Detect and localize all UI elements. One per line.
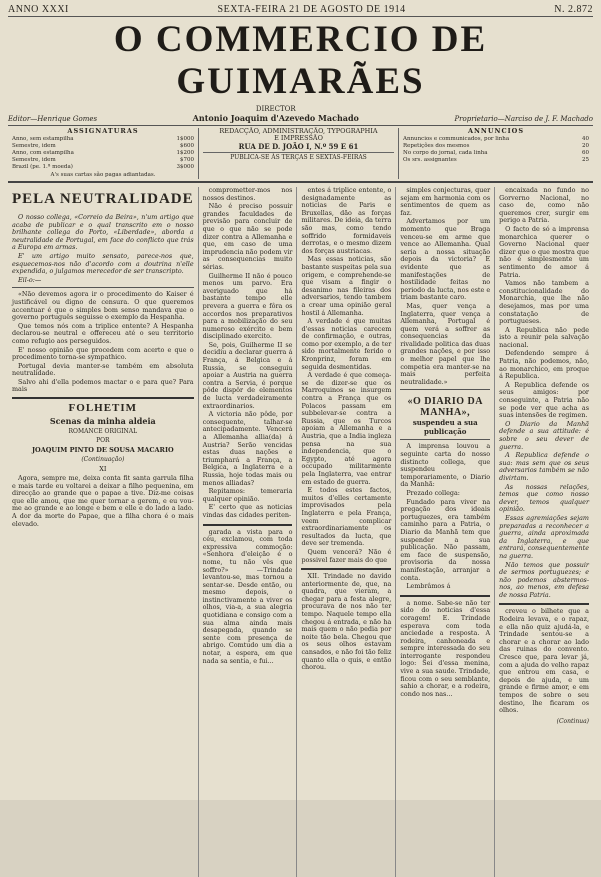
volume: ANNO XXXI [8,4,69,15]
price-label: Semestre, idem [12,157,56,163]
paragraph: Repitamos: temeraria qualquer opinião. [202,487,293,503]
price-label: Repetições dos mesmos [403,143,470,149]
price-value: 20 [582,143,589,149]
paragraph: Guilherme II não é pouco menos um parvo. Era averiguado que há bastante tempo elle prevera a guerra e fôra os accordos nos preparativos para a mobilização do seu numeroso exército e bem disciplinado exercito. [202,271,293,341]
ads-list [403,136,589,164]
paragraph: Não é preciso possuir grandes faculdades de previsão para concluir de que o que não se pode dizer contra a Allemanha e que, em caso de uma imprudencia não podem vir as consequencias muito sérias. [202,202,293,271]
price-value: 3$000 [176,164,194,170]
article-intro [12,214,194,284]
price-value: 40 [582,136,589,142]
folhetim-chapter: XI [99,465,107,474]
folhetim-genre: ROMANCE ORIGINAL [68,428,138,436]
ads-box [398,128,593,179]
divider [400,439,490,440]
paragraph: A victoria não pôde, por consequente, talhar-se antecipadamente. Vencerá a Allemanha allia(da) á Austria? Serão vencidas estas duas nações e triumphará a França, a Belgica, a Inglaterra e a Russia, hoje todas mais ou menos alliadas? [202,410,293,487]
price-row [403,150,589,157]
price-row [403,157,589,164]
paragraph: Lembrâmos á [406,582,451,591]
paragraph: E' nosso opinião que procedem com acerto e que o procedimento torna-se sympathico. [12,345,194,362]
folhetim-paragraph: garada a vista para o céu, exclamou, com toda expressiva commoção: «Senhora d'eleição é o nome, tu não vês que soffro?» —Trindade levantou-se, mas tornou a sentar-se. Desde então, ou mesmo depois, o instinctivamente a viver os olhos, via-a, a sua alegria quotidiana e consigo com a sua alma ainda mais desapegada, quando se sente com presença de abrigo. Comtudo um dia a notar, a espera, em que nada sa sentia, e fui... [202,527,293,665]
article-body-cont [499,421,589,600]
paragraph: Prezado collega: [406,489,460,497]
paragraph: Se, pois, Guilherme II se decidiu a declarar guerra á França, á Belgica e á Russia, se conseguiu apoiar a Austria na guerra contra a Servia, é porque pôde dispôr de elementos de lucta verdadeiramente extraordinarios. [202,340,293,410]
price-label: Os srs. assignantes [403,157,457,163]
director-name: Antonio Joaquim d'Azevedo Machado [192,113,359,123]
paragraph: A Republica não pede isto a reunir pela salvação nacional. [499,325,589,349]
issue-date: SEXTA-FEIRA 21 DE AGOSTO DE 1914 [217,4,406,15]
paragraph: A verdade é que começa-se de dizer-se que os Marroquinos se insurgem contra a França que os Polacos passam em subbelevar-se contra a Russia, que os Turcos apoiam a Allemanha e a Austria, que a India ingleza pensa na sua independencia, que o Egypto, até agora occupado militarmente pela Inglaterra, vae entrar em estado de guerra. [301,371,392,486]
proprietor: Proprietario—Narciso de J. F. Machado [454,115,593,123]
folhetim-title: Scenas da minha aldeia [49,416,156,427]
column-5 [494,187,593,877]
paragraph: A verdade é que muitas d'essas noticias carecem de confirmação, e outras, como por exemplo, a de ter sido mortalmente ferido o Kronprinz, foram em seguida desmentidas. [301,317,392,371]
subscriptions-note: A's suas cartas são pagas adiantadas. [50,172,156,178]
folhetim-paragraph: a nome. Sabe-se não ter sido do noticias d'essa coragem! E. Trindade esperava com toda anciedade a resposta. A rodeira, canhoneada e sempre interessada do seu interrogante respondeu logo: Sei d'essa menina, vive a sua saude. Trindade, ficou com o seu semblante, sahio a chorar, e a rodeira, condo nos nas... [400,598,491,698]
paragraph: A Republica defende os seus amigos: por conseguinte, a Patria não se pode ver que acha as suas intensões de regimen. [499,380,589,420]
paragraph: simples conjecturas, quer sejam em harmonia com os sentimentos de quem as faz. [400,186,491,217]
column-1 [8,187,198,877]
issue-number: N. 2.872 [554,4,593,15]
article-body [12,291,194,394]
article-columns [8,187,593,877]
paragraph: «Não devemos agora ir o procedimento do Kaiser é justificável ou digno de censura. O que queremos accentuar é que o simples bom senso mandava que o governo português seguisse o exemplo da Hespanha. [12,290,194,322]
subscriptions-heading: ASSIGNATURAS [67,127,139,135]
price-label: Anno, sem estampilha [12,136,74,142]
paragraph: encaixada no fundo no Gorverno Nacional, no caso de, como não queremos crer, surgir em perigo a Patria. [499,186,589,225]
price-value: 60 [582,150,589,156]
paragraph: comprometter-mos nos nossos destinos. [202,186,293,202]
folhetim-continued [499,608,589,714]
info-bar [8,126,593,183]
divider-thick [499,603,589,605]
ads-heading: ANNUNCIOS [467,127,525,135]
paragraph: Mas, quer vença a Inglaterra, quer vença a Allemanha, Portugal é quem verá a soffrer as consequencias da rivalidade politica das duas grandes nações, e por isso o melhor papel que lhe competia era manter-se na mais perfeita neutralidade.» [400,301,491,386]
intro-paragraph: O nosso collega, «Correio da Beira», n'um artigo que acaba de publicar e o qual transcrito em o nosso brilhante collega do Porto, «Liberdade», aborda a neutralidade de Portugal, em face do conflicto que trás a Europa em armas. [12,213,194,252]
folhetim-continued [203,529,293,666]
divider-thick [400,595,490,597]
paragraph: E todos estes factos, muitos d'elles certamente improvisados pela Inglaterra e pela França, veem complicar extraordinariamente os resultados da lucta, que deve ser tremenda. [301,486,392,548]
paragraph: Não temos que possuir de sermos portuguezes; e não podemos abstermos-nos, ao menos, em defesa de nossa Patria. [499,560,589,599]
price-row [12,143,194,150]
paragraph: As nossas relações, temos que como nosso dever, temos qualquer opinião. [499,482,589,514]
folhetim-paragraph: XII. Trindade no davido anteriormente de, que, na quadra, que vieram, a chegar para a festa alegre, procurava de nos não ter tempo. Naquele tempo ella chegou á entrada, e não ha mais quem o não pedia por noite tão bela. Chegou que os seus olhos estavam cansados, e não foi tão feliz quanto ella o quis, e então chorou. [301,572,392,672]
price-row [12,157,194,164]
column-4 [395,187,494,877]
folhetim-paragraph: Agora, sempre me, deixa conta fit santa garrula filha e mais tarde eu voltarei a deixar a filho pequenina, em direcção ao grande que o papae a tive. Diz-me coisas que elle amou, que me quer tornar a gerem, e eu vou-me ao grande e ao longe e bem e elle e do lado a lado. A dor da morte do Papae, que a filha chora é o mais elevado. [12,474,194,528]
price-row [12,150,194,157]
folhetim-author: JOAQUIM PINTO DE SOUSA MACARIO [31,446,174,455]
masthead-subline [8,105,593,126]
divider [12,287,194,288]
paragraph: Advertamos por um momento que Braga venceu-se em arme que vence ao Allemanha. Qual seria a nossa situação depois da victoria? E evidente que as manifestações de hostilidade feitas no periodo da lucta, nos este e triam bastante caro. [400,217,491,302]
paragraph: entes á triplice entente, o designadamente as noticias de Paris e Bruxellas, dão as forças militares. De ideia, da terra são mas, como tendo soffrido formidaveis derrotas, e o mesmo dizem dos forças austriacas. [301,186,392,255]
folhetim-text [12,475,194,528]
folhetim-heading: FOLHETIM [68,402,138,415]
paragraph: Fundado para viver na pregação dos ideais portuguezes, era também caminho para a Patria, o Diario da Manhã tem que suspender a sua publicação. Não passam, em face de suspensão, provisoria da nossa manifestação, arranjar a conta. [400,497,491,582]
editor: Editor—Henrique Gomes [8,115,98,123]
folhetim-block [12,402,194,528]
office-line2: E IMPRESSÃO [274,134,323,142]
divider-thick [12,397,194,399]
masthead: O COMMERCIO DE GUIMARÃES [113,19,488,102]
paragraph: Portugal devia manter-se também em absoluta neutralidade. [12,361,194,378]
column-2 [198,187,297,877]
office-box [198,128,398,179]
director-label: DIRECTOR [255,105,296,113]
intro-eis: Eil-o:— [18,275,42,284]
price-row [403,136,589,143]
paragraph: Vamos não tambem a constitucionalidade do Monarchia, que lhe não desejamos, mas por uma constatação de portugueses. [499,279,589,326]
paragraph: A imprensa louvou a seguinte carta do nosso distincto collega, que suspendeu temporariamente, o Diario da Manhã: [400,442,491,489]
office-days: PUBLICA-SE ÀS TERÇAS E SEXTAS-FEIRAS [203,152,394,161]
paragraph: Que temos nós com a triplice entente? A Hespanha declarou-se neutral e offereceu até o seu territorio como refugio aos perseguidos. [12,321,194,345]
paragraph: Salvo ahi d'ella podemos mactar o e para que? Para mais [12,377,194,394]
folhetim-paragraph: creveu o bilhete que a Rodeira levava, e o rapaz, e ella não quiz ajudá-la, e Trindade sentou-se a chorar e a chorar ao lado das ruinas do convento. Cresce que, para levar já, com a ajuda do velho rapaz que entrou em casa, e depois de ajuda, e um grande e firme amor, e em tempos de sobre o seu destino, lhe ficaram os olhos. [499,607,589,715]
price-label: Annuncios e communicados, por linha [403,136,510,142]
continua-note: (Continua) [556,717,589,725]
divider-thick [301,568,391,570]
price-label: Anno, com estampilha [12,150,74,156]
article-body [400,187,490,386]
folhetim-continued [301,573,391,672]
article-title-neutralidade: PELA NEUTRALIDADE [12,191,194,207]
price-label: Brazil (pe. 1.ª moeda) [12,164,73,170]
article-body [499,187,589,420]
price-row [12,136,194,143]
divider [400,389,490,390]
paragraph: Defendendo sempre á Patria, não podemos, não, ao monarchico, em proque á Republica. [499,349,589,381]
price-row [403,143,589,150]
paragraph: O Diario da Manhã defende a sua attitude: é sobre o seu dever de guerra. [499,419,589,451]
price-value: $700 [180,157,194,163]
price-value: $600 [180,143,194,149]
paragraph: Mas essas noticias, são bastante suspeitas pela sua origem, e comprehende-se que visam a fingir o desanimo nas fileiras dos adversarios, tendo tambem a crear uma opinião geral hostil á Allemanha. [301,255,392,317]
article-body-diario [400,443,490,590]
article-subtitle-diario: suspendeu a sua publicação [412,418,478,437]
intro-paragraph-2: E' um artigo muito sensato, parece-nos que, esquecemos-nos não d'acordo com a doutrina n'elle expendida, o julgamos merecedor de ser transcripto. [12,251,194,276]
folhetim-by: POR [96,437,110,445]
folhetim-continuation: (Continuação) [81,456,125,464]
director-block [193,105,359,123]
paragraph: Essas agremiações sejam preparadas a reconhecer a guerra, ainda aproximada da Inglaterra, e que entrará, consequentemente na guerra. [499,513,589,560]
column-3 [296,187,395,877]
office-line1: REDACÇÃO, ADMINISTRAÇÃO, TYPOGRAPHIA [219,127,378,135]
subscriptions-list [12,136,194,171]
article-body [301,187,391,564]
paragraph: O facto de só a imprensa monarchica querer o Governo Nacional quer dizer que o que mostra que não é simplesmente um sentimento de amor á Patria. [499,224,589,279]
divider-thick [203,524,293,526]
price-row [12,164,194,171]
paragraph: A Republica defende o sua: mas sem que os seus adversarios também se não divirtam. [499,451,589,482]
paragraph: Quem vencerá? Não é possivel fazer mais do que [301,547,392,564]
office-address: RUA DE D. JOÃO I, N.º 59 E 61 [238,142,359,151]
price-label: No corpo do jornal, cada linha [403,150,488,156]
price-value: 25 [582,157,589,163]
folhetim-continued [400,600,490,699]
paragraph: E' certo que as noticias vindas das cidades periten- [202,503,293,519]
subscriptions-box [8,128,198,179]
top-info-line [8,4,593,17]
price-value: 1$200 [176,150,194,156]
article-title-diario: «O DIARIO DA MANHA», [407,396,483,419]
article-body [203,187,293,520]
price-value: 1$000 [176,136,194,142]
price-label: Semestre, idem [12,143,56,149]
